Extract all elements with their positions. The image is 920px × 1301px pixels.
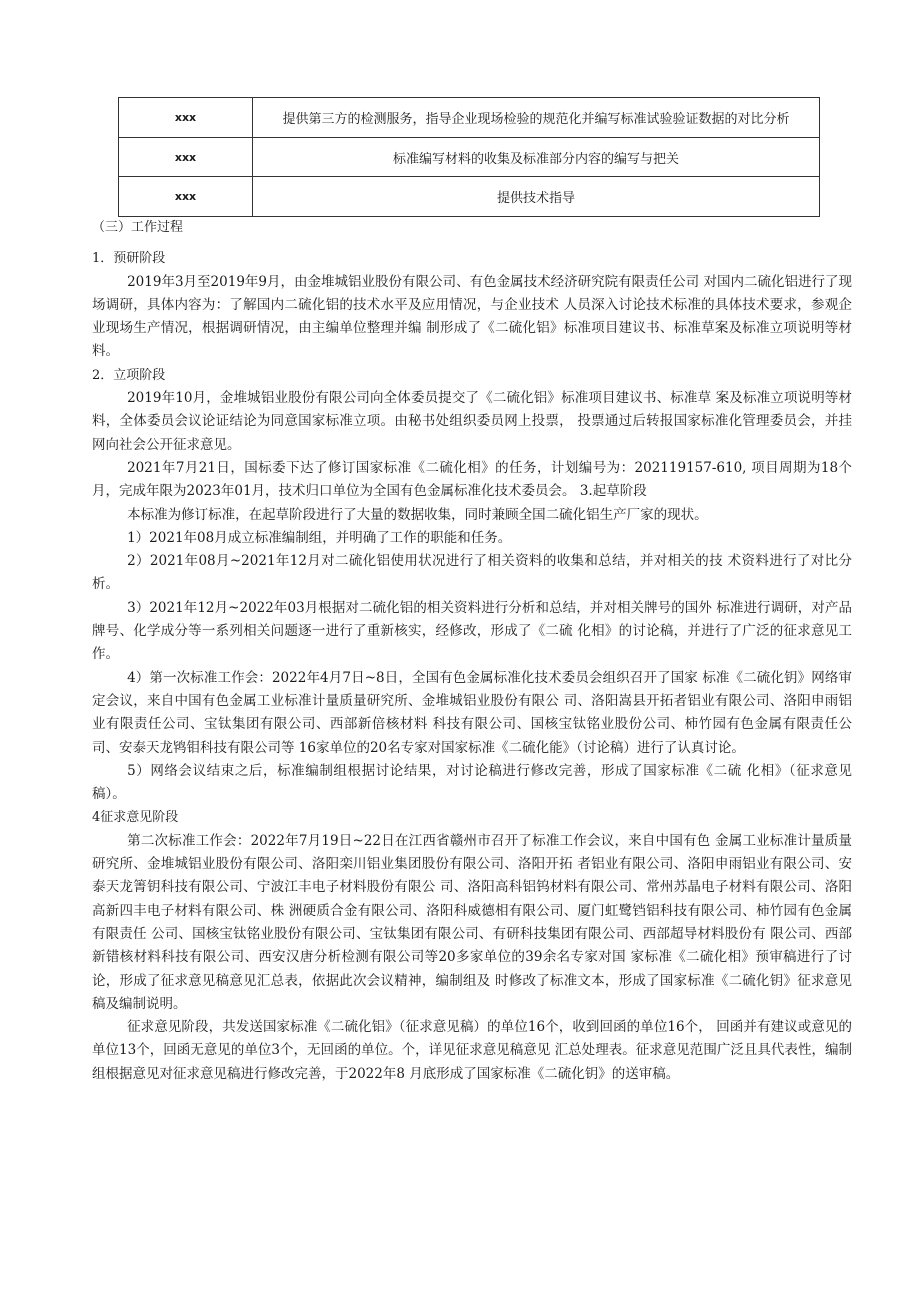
table-row <box>119 138 820 177</box>
org-cell: xxx <box>119 98 253 138</box>
list-item: 2）2021年08月~2021年12月对二硫化铝使用状况进行了相关资料的收集和总结，并对相关的技 术资料进行了对比分析。 <box>92 553 852 593</box>
list-item: 3）2021年12月~2022年03月根据对二硫化铝的相关资料进行分析和总结，并对相关牌号的国外 标准进行调研，对产品牌号、化学成分等一系列相关问题逐一进行了重新核实，经修改，形成了《二硫 化相》的讨论稿，并进行了广泛的征求意见工作。 <box>92 599 852 663</box>
table-row <box>119 98 820 138</box>
paragraph-drafting-intro: 本标准为修订标准，在起草阶段进行了大量的数据收集，同时兼顾全国二硫化铝生产厂家的现状。 <box>127 506 708 523</box>
paragraph-consultation-result: 征求意见阶段，共发送国家标准《二硫化铝》（征求意见稿）的单位16个，收到回函的单位16个， 回函并有建议或意见的单位13个，回函无意见的单位3个，无回函的单位。个，详见征求意见稿意见 汇总处理表。征求意见范围广泛且具代表性，编制组根据意见对征求意见稿进行修改完善，于2022年8 月底形成了国家标准《二硫化钥》的送审稿。 <box>92 1019 852 1082</box>
paragraph-preresearch: 2019年3月至2019年9月，由金堆城铝业股份有限公司、有色金属技术经济研究院有限责任公司 对国内二硫化铝进行了现场调研，具体内容为：了解国内二硫化铝的技术水平及应用情况，与企业技术 人员深入讨论技术标准的具体技术要求，参观企业现场生产情况，根据调研情况，由主编单位整理并编 制形成了《二硫化铝》标准项目建议书、标准草案及标准立项说明等材料。 <box>92 273 852 360</box>
section-heading-work-process: （三）工作过程 <box>92 220 184 235</box>
document-body <box>92 216 852 1086</box>
table-row <box>119 177 820 217</box>
task-cell: 提供第三方的检测服务，指导企业现场检验的规范化并编写标准试验验证数据的对比分析 <box>253 98 820 138</box>
stage-heading-consultation: 4征求意见阶段 <box>92 810 179 826</box>
stage-heading-preresearch: 1．预研阶段 <box>92 251 166 267</box>
paragraph-task-issued: 2021年7月21日，国标委下达了修订国家标准《二硫化相》的任务，计划编号为：202119157-610, 项目周期为18个月，完成年限为2023年01月，技术归口单位为全国有色金属标准化技术委员会。 3.起草阶段 <box>92 459 852 500</box>
paragraph-second-meeting: 第二次标准工作会：2022年7月19日~22日在江西省赣州市召开了标准工作会议，来自中国有色 金属工业标准计量质量研究所、金堆城铝业股份有限公司、洛阳栾川铝业集团股份有限公司、洛阳开拓 者铝业有限公司、洛阳申雨铝业有限公司、安泰天龙箐钥科技有限公司、宁波江丰电子材料股份有限公 司、洛阳高科铝钨材料有限公司、常州苏晶电子材料有限公司、洛阳高新四丰电子材料有限公司、株 洲硬质合金有限公司、洛阳科威德相有限公司、厦门虹鹭铛铝科技有限公司、柿竹园有色金属有限责任 公司、国核宝钛铭业股份有限公司、宝钛集团有限公司、有研科技集团有限公司、西部超导材料股份有 限公司、西部新错核材料科技有限公司、西安汉唐分析检测有限公司等20多家单位的39余名专家对国 家标准《二硫化相》预审稿进行了讨论，形成了征求意见稿意见汇总表，依据此次会议精神，编制组及 时修改了标准文本，形成了国家标准《二硫化钥》征求意见稿及编制说明。 <box>92 832 852 1012</box>
participants-table <box>118 97 820 217</box>
list-item: 4）第一次标准工作会：2022年4月7日~8日，全国有色金属标准化技术委员会组织召开了国家 标准《二硫化钥》网络审定会议，来自中国有色金属工业标准计量质量研究所、金堆城铝业股份有限公 司、洛阳嵩县开拓者铝业有限公司、洛阳申雨铝业有限责任公司、宝钛集团有限公司、西部新倍核材料 科技有限公司、国核宝钛铭业股份公司、柿竹园有色金属有限责任公司、安泰天龙鸨钼科技有限公司等 16家单位的20名专家对国家标准《二硫化能》（讨论稿）进行了认真讨论。 <box>92 669 852 756</box>
stage-heading-project-approval: 2．立项阶段 <box>92 367 166 383</box>
list-item: 5）网络会议结束之后，标准编制组根据讨论结果，对讨论稿进行修改完善，形成了国家标准《二硫 化相》（征求意见稿）。 <box>92 762 852 803</box>
org-cell: xxx <box>119 138 253 177</box>
task-cell: 提供技术指导 <box>253 177 820 217</box>
paragraph-project-approval: 2019年10月，金堆城铝业股份有限公司向全体委员提交了《二硫化铝》标准项目建议书、标准草 案及标准立项说明等材料，全体委员会议论证结论为同意国家标准立项。由秘书处组织委员网上投票， 投票通过后转报国家标准化管理委员会，并挂网向社会公开征求意见。 <box>92 390 852 453</box>
org-cell: xxx <box>119 177 253 217</box>
list-item: 1）2021年08月成立标准编制组，并明确了工作的职能和任务。 <box>127 529 512 546</box>
task-cell: 标准编写材料的收集及标准部分内容的编写与把关 <box>253 138 820 177</box>
